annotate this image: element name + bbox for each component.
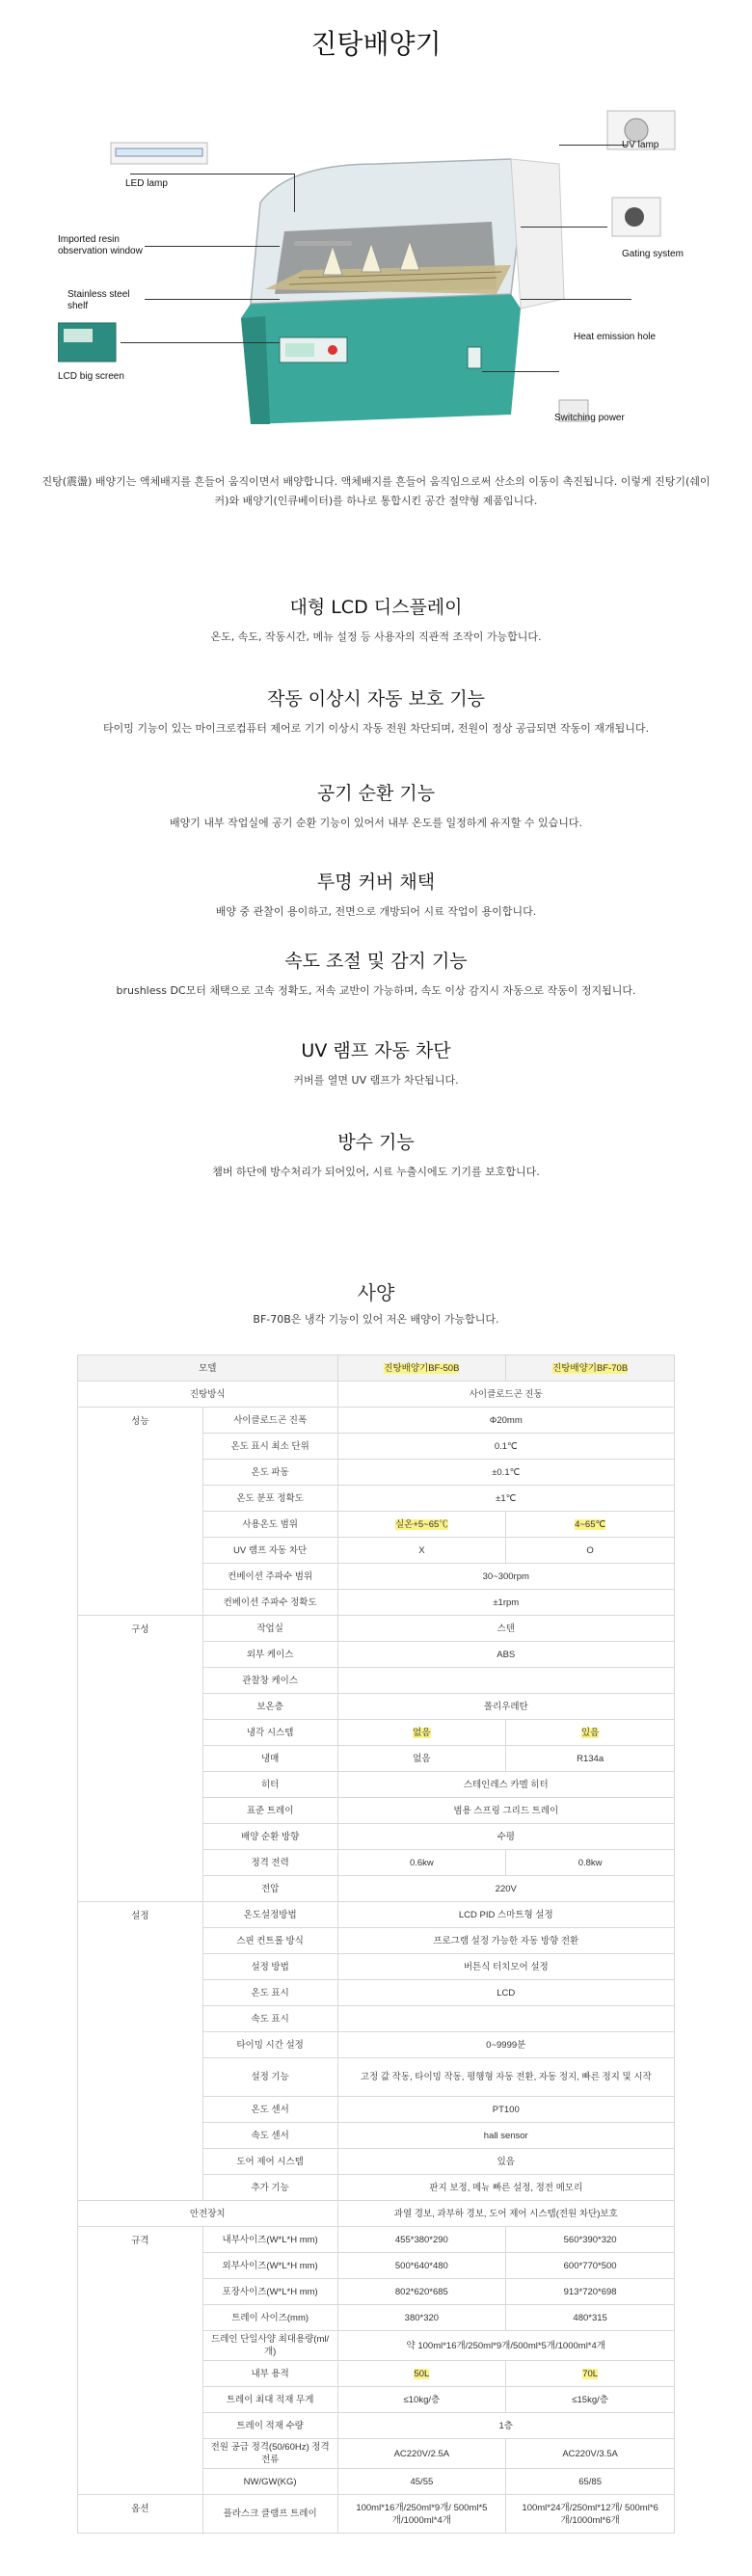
row-label: 드레인 단일사양 최대용량(ml/개) [202,2331,337,2361]
row-label: 히터 [202,1772,337,1798]
row-label: 표준 트레이 [202,1798,337,1824]
row-label: 설정 기능 [202,2058,337,2097]
label-lcd-screen: LCD big screen [58,371,124,382]
table-cell: 없음 [337,1746,506,1772]
feature-desc: 챔버 하단에 방수처리가 되어있어, 시료 누출시에도 기기를 보호합니다. [212,1166,540,1178]
label-gating-system: Gating system [622,249,684,259]
table-cell: 100ml*16개/250ml*9개/ 500ml*5개/1000ml*4개 [337,2495,506,2534]
spec-table [77,1355,675,2534]
leader-line [145,299,280,300]
table-cell [337,1668,674,1694]
row-label: 냉각 시스템 [202,1720,337,1746]
row-label: 타이밍 시간 설정 [202,2032,337,2058]
table-cell: 사이클로드곤 진동 [337,1382,674,1408]
feature-title: 작동 이상시 자동 보호 기능 [267,684,485,711]
table-cell [506,1512,675,1538]
group-label: 설정 [78,1902,203,2201]
leader-line [521,299,631,300]
row-label: 컨베이션 주파수 정확도 [202,1590,337,1616]
table-cell: 0.6kw [337,1850,506,1876]
row-label: 외부사이즈(W*L*H mm) [202,2253,337,2279]
table-row [78,2227,675,2253]
table-cell [506,2361,675,2387]
table-cell: 600*770*500 [506,2253,675,2279]
feature-lcd [0,593,752,644]
table-cell [337,2006,674,2032]
row-label: 작업실 [202,1616,337,1642]
leader-line [294,174,295,212]
table-cell: 0.1℃ [337,1434,674,1460]
group-label: 성능 [78,1408,203,1616]
table-cell: 폴리우레탄 [337,1694,674,1720]
table-row [78,2201,675,2227]
table-cell: ±0.1℃ [337,1460,674,1486]
table-row [78,1408,675,1434]
table-cell: 1층 [337,2413,674,2439]
row-label: 트레이 최대 적재 무게 [202,2387,337,2413]
table-cell: 560*390*320 [506,2227,675,2253]
feature-title: 방수 기능 [337,1128,414,1154]
table-cell: AC220V/3.5A [506,2439,675,2469]
feature-desc: 배양기 내부 작업실에 공기 순환 기능이 있어서 내부 온도를 일정하게 유지할 수 있습니다. [170,817,582,829]
table-cell: 범용 스프링 그리드 트레이 [337,1798,674,1824]
feature-desc: 타이밍 기능이 있는 마이크로컴퓨터 제어로 기기 이상시 자동 전원 차단되며, 전원이 정상 공급되면 작동이 재개됩니다. [103,722,649,735]
row-label: 배양 순환 방향 [202,1824,337,1850]
table-cell: O [506,1538,675,1564]
highlight: 있음 [580,1727,600,1738]
feature-title: UV 램프 자동 차단 [301,1036,450,1062]
table-row [78,1902,675,1928]
row-label: 정격 전력 [202,1850,337,1876]
table-cell: 802*620*685 [337,2279,506,2305]
feature-title: 대형 LCD 디스플레이 [289,593,462,619]
table-cell: hall sensor [337,2123,674,2149]
row-label: 트레이 사이즈(mm) [202,2305,337,2331]
table-cell: ABS [337,1642,674,1668]
incubator-shaker-illustration [58,106,713,448]
page-title: 진탕배양기 [310,28,442,60]
table-cell: LCD [337,1980,674,2006]
table-cell: 있음 [337,2149,674,2175]
feature-speed-control [0,947,752,998]
row-label: 온도 분포 정확도 [202,1486,337,1512]
feature-desc: brushless DC모터 채택으로 고속 정확도, 저속 교반이 가능하며, 속도 이상 감지시 자동으로 작동이 정지됩니다. [116,984,636,997]
row-label: 사이클로드곤 진폭 [202,1408,337,1434]
table-cell: 100ml*24개/250ml*12개/ 500ml*6개/1000ml*6개 [506,2495,675,2534]
label-heat-emission-hole: Heat emission hole [574,332,657,342]
row-label: 온도 표시 최소 단위 [202,1434,337,1460]
leader-line [521,227,607,228]
label-resin-window: Imported resin observation window [58,234,143,256]
table-cell: 45/55 [337,2469,506,2495]
table-cell: 고정 값 작동, 타이밍 작동, 평행형 자동 전환, 자동 정지, 빠른 정지 및 시작 [337,2058,674,2097]
feature-uv-cutoff [0,1036,752,1087]
row-label: 도어 제어 시스템 [202,2149,337,2175]
feature-desc: 온도, 속도, 작동시간, 메뉴 설정 등 사용자의 직관적 조작이 가능합니다. [210,631,542,643]
row-label: 전원 공급 정격(50/60Hz) 정격 전류 [202,2439,337,2469]
group-label: 규격 [78,2227,203,2495]
feature-title: 속도 조절 및 감지 기능 [284,947,467,973]
highlight: 50L [414,2368,430,2379]
feature-waterproof [0,1128,752,1179]
row-label: 내부 용적 [202,2361,337,2387]
row-label: 속도 표시 [202,2006,337,2032]
highlight: 진탕배양기BF-70B [552,1362,629,1374]
row-label: 스핀 컨트롤 방식 [202,1928,337,1954]
header-cell: 모델 [78,1355,338,1382]
row-label: 사용온도 범위 [202,1512,337,1538]
row-label: 내부사이즈(W*L*H mm) [202,2227,337,2253]
row-label: 트레이 적재 수량 [202,2413,337,2439]
row-label: 설정 방법 [202,1954,337,1980]
table-cell: X [337,1538,506,1564]
feature-transparent-cover [0,868,752,919]
table-cell: 스텐 [337,1616,674,1642]
row-label: 온도 표시 [202,1980,337,2006]
table-cell: 0.8kw [506,1850,675,1876]
row-label: 플라스크 클램프 트레이 [202,2495,337,2534]
label-steel-shelf: Stainless steel shelf [67,289,130,311]
table-cell: ±1℃ [337,1486,674,1512]
highlight: 70L [582,2368,599,2379]
table-cell: 0~9999분 [337,2032,674,2058]
row-label: 추가 기능 [202,2175,337,2201]
table-cell: LCD PID 스마트형 설정 [337,1902,674,1928]
table-cell: Φ20mm [337,1408,674,1434]
row-label: 온도 파동 [202,1460,337,1486]
leader-line [121,342,280,343]
leader-line [145,246,280,247]
spec-title: 사양 [357,1281,395,1304]
feature-desc: 배양 중 관찰이 용이하고, 전면으로 개방되어 시료 작업이 용이합니다. [215,905,537,918]
table-row [78,2495,675,2534]
table-cell: 220V [337,1876,674,1902]
table-cell: 수평 [337,1824,674,1850]
spec-table-body [78,1355,675,2534]
table-cell: ≤15kg/층 [506,2387,675,2413]
feature-title: 투명 커버 채택 [317,868,435,894]
table-cell: 380*320 [337,2305,506,2331]
leader-line [559,145,627,146]
table-cell [337,1512,506,1538]
table-cell [337,2361,506,2387]
table-cell: ≤10kg/층 [337,2387,506,2413]
feature-desc: 커버를 열면 UV 램프가 차단됩니다. [293,1074,459,1087]
row-label: 전압 [202,1876,337,1902]
highlight: 실온+5~65℃ [394,1518,448,1530]
row-label: 속도 센서 [202,2123,337,2149]
highlight: 4~65℃ [575,1518,606,1530]
table-row [78,1616,675,1642]
intro-text: 진탕(震盪) 배양기는 액체배지를 흔들어 움직이면서 배양합니다. 액체배지를 흔들어 움직임으로써 산소의 이동이 촉진됩니다. 이렇게 진탕기(쉐이커)와 배양기(인큐베이터)를 하나로 통합시킨 공간 절약형 제품입니다. [41,475,711,507]
table-cell: 480*315 [506,2305,675,2331]
label-uv-lamp: UV lamp [622,140,659,150]
label-led-lamp: LED lamp [125,178,168,189]
row-label: UV 램프 자동 차단 [202,1538,337,1564]
row-label: 진탕방식 [78,1382,338,1408]
feature-protection [0,684,752,736]
table-row [78,1382,675,1408]
table-cell: 버튼식 터치모어 설정 [337,1954,674,1980]
table-cell: 약 100ml*16개/250ml*9개/500ml*5개/1000ml*4개 [337,2331,674,2361]
table-cell: 500*640*480 [337,2253,506,2279]
table-cell [337,1720,506,1746]
feature-air-circulation [0,779,752,830]
highlight: 진탕배양기BF-50B [384,1362,460,1374]
table-cell: 455*380*290 [337,2227,506,2253]
label-switching-power: Switching power [554,413,625,423]
row-label: 컨베이션 주파수 범위 [202,1564,337,1590]
table-cell: 과열 경보, 과부하 경보, 도어 제어 시스템(전원 차단)보호 [337,2201,674,2227]
table-cell: 스테인레스 카멜 히터 [337,1772,674,1798]
group-label: 옵션 [78,2495,203,2534]
row-label: NW/GW(KG) [202,2469,337,2495]
table-cell: 판지 보정, 메뉴 빠른 설정, 정전 메모리 [337,2175,674,2201]
leader-line [482,371,559,372]
row-label: 온도설정방법 [202,1902,337,1928]
row-label: 안전장치 [78,2201,338,2227]
table-cell: 프로그램 설정 가능한 자동 방향 전환 [337,1928,674,1954]
row-label: 포장사이즈(W*L*H mm) [202,2279,337,2305]
table-cell: ±1rpm [337,1590,674,1616]
product-figure [58,106,713,448]
header-cell [337,1355,506,1382]
feature-title: 공기 순환 기능 [317,779,435,805]
table-cell: AC220V/2.5A [337,2439,506,2469]
table-cell: 30~300rpm [337,1564,674,1590]
row-label: 냉매 [202,1746,337,1772]
row-label: 관찰창 케이스 [202,1668,337,1694]
row-label: 온도 센서 [202,2097,337,2123]
table-header-row [78,1355,675,1382]
table-cell: 913*720*698 [506,2279,675,2305]
row-label: 외부 케이스 [202,1642,337,1668]
table-cell: PT100 [337,2097,674,2123]
group-label: 구성 [78,1616,203,1902]
header-cell [506,1355,675,1382]
spec-subtitle: BF-70B은 냉각 기능이 있어 저온 배양이 가능합니다. [253,1313,499,1326]
table-cell [506,1720,675,1746]
table-cell: R134a [506,1746,675,1772]
highlight: 없음 [413,1727,431,1738]
row-label: 보온층 [202,1694,337,1720]
table-cell: 65/85 [506,2469,675,2495]
